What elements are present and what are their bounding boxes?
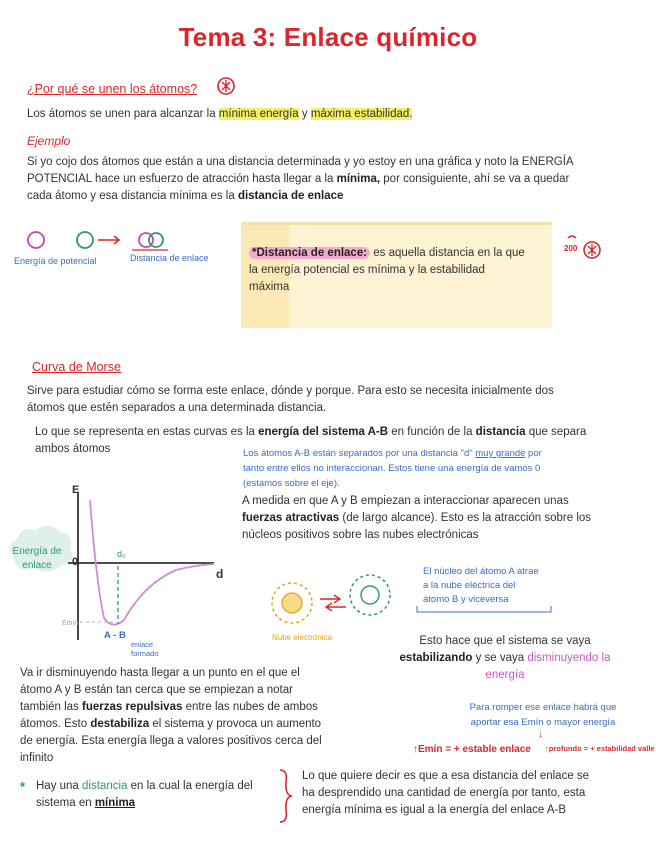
atom-attraction-sketch: [262, 565, 412, 635]
example-heading: Ejemplo: [27, 134, 71, 148]
graph-ab-label: A - B: [104, 630, 126, 641]
down-arrow-icon: ↓: [538, 729, 543, 740]
morse-intro: Sirve para estudiar cómo se forma este enlace, dónde y porque. Para esto se necesita inicialmente dos átomos que estén separados a una determinada distancia.: [27, 385, 554, 414]
star-circle-icon: [216, 76, 236, 96]
page-title: Tema 3: Enlace químico: [178, 22, 478, 52]
highlight-max-stability: máxima estabilidad.: [310, 108, 413, 120]
curly-brace-icon: [276, 768, 294, 824]
bullet-star-icon: *: [20, 779, 26, 794]
definition-box: [241, 222, 552, 328]
intro-line: Los átomos se unen para alcanzar la mínima energía y máxima estabilidad.: [27, 108, 413, 120]
section-heading-why: ¿Por qué se unen los átomos?: [27, 82, 198, 96]
side-star-icon: [564, 232, 604, 266]
definition-text: *Distancia de enlace: es aquella distancia en la que la energía potencial es mínima y la estabilidad máxima: [249, 247, 525, 293]
energy-cloud-label: Energía de enlace: [12, 546, 62, 571]
morse-heading: Curva de Morse: [32, 360, 121, 374]
attraction-paragraph: A medida en que A y B empiezan a interaccionar aparecen unas fuerzas atractivas (de largo alcance). Esto es la atracción sobre los núcleos positivos sobre las nubes electrónicas: [242, 495, 592, 541]
definition-term: *Distancia de enlace:: [249, 247, 370, 259]
graph-zero-label: 0: [72, 556, 79, 568]
morse-representation: Lo que se representa en estas curvas es la energía del sistema A-B en función de la distancia que separa ambos átomos: [35, 426, 587, 455]
side-note-text: 200: [564, 244, 578, 253]
label-bond-distance: Distancia de enlace: [130, 253, 209, 263]
nucleus-note: El núcleo del átomo A atrae a la nube eléctrica del átomo B y viceversa: [423, 566, 539, 605]
bullet-min-distance: Hay una distancia en la cual la energía del sistema en mínima: [36, 780, 253, 809]
stabilization-paragraph: Esto hace que el sistema se vaya estabilizando y se vaya disminuyendo la energía: [399, 635, 611, 681]
graph-emin-label: Emín: [62, 620, 79, 627]
graph-bond-formed-label: enlace formado: [131, 640, 159, 658]
example-paragraph: Si yo cojo dos átomos que están a una distancia determinada y yo estoy en una gráfica y noto la ENERGÍA POTENCIAL hace un esfuerzo de atracción hasta llegar a la mínima, por consiguiente, ahí se va a quedar cada átomo y esa distancia mínima es la distancia de enlace: [27, 156, 574, 202]
highlight-min-energy: mínima energía: [218, 108, 299, 120]
break-bond-note: Para romper ese enlace habrá que aportar esa Emín o mayor energía: [469, 702, 617, 728]
equation-valley: ↑profundo = + estabilidad valle: [545, 744, 655, 753]
label-potential-energy: Energía de potencial: [14, 256, 97, 266]
nucleus-note-bracket: [415, 604, 555, 616]
graph-d0-label: d₀: [117, 549, 126, 559]
blue-note-separated: Los átomos A-B están separados por una distancia "d" muy grande por tanto entre ellos no interaccionan. Estos tiene una energía de vamos 0 (estamos sobre el eje).: [243, 448, 542, 489]
equation-emin: ↑Emín = + estable enlace: [413, 744, 531, 755]
electron-cloud-label: Nube electrónica: [272, 633, 333, 642]
conclusion-paragraph: Lo que quiere decir es que a esa distancia del enlace se ha desprendido una cantidad de energía por tanto, esta energía mínima es igual a la energía del enlace A-B: [302, 770, 590, 816]
repulsion-paragraph: Va ir disminuyendo hasta llegar a un punto en el que el átomo A y B están tan cerca que se empiezan a notar también las fuerzas repulsivas entre las nubes de ambos átomos. Esto destabiliza el sistema y provoca un aumento de energía. Esta energía llega a valores positivos cerca del infinito: [20, 667, 322, 764]
graph-e-label: E: [72, 484, 80, 496]
graph-d-label: d: [216, 567, 224, 581]
